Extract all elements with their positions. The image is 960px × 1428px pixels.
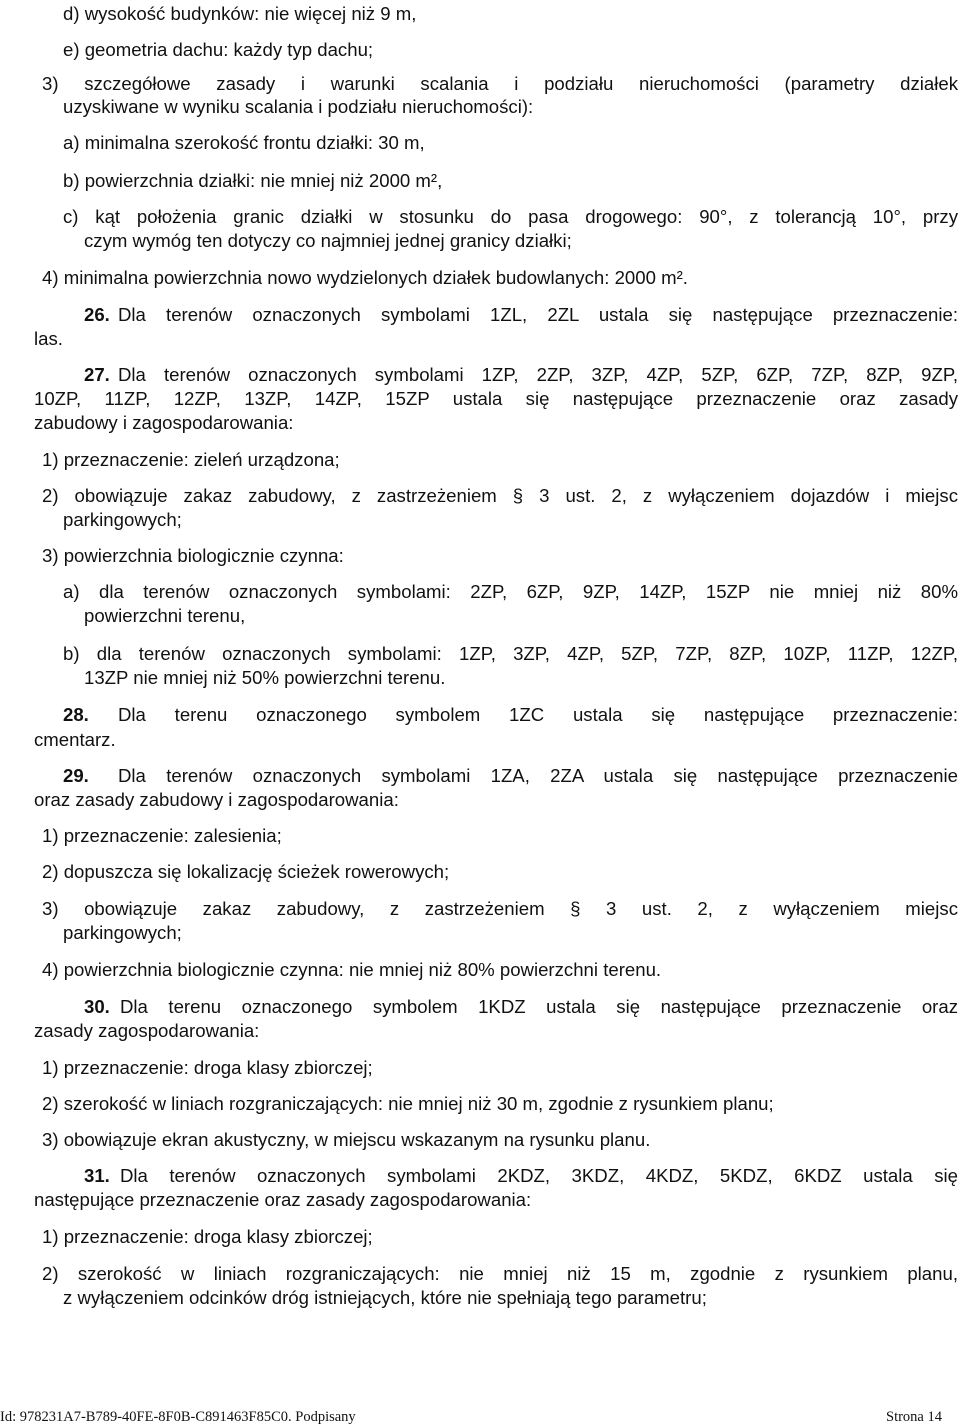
- text-line: zabudowy i zagospodarowania:: [34, 412, 294, 433]
- text-line: 3) obowiązuje ekran akustyczny, w miejscu wskazanym na rysunku planu.: [42, 1129, 651, 1150]
- paragraph-number: 26.: [84, 304, 110, 325]
- page-number: Strona 14: [886, 1409, 942, 1425]
- text-line: 1) przeznaczenie: droga klasy zbiorczej;: [42, 1057, 373, 1078]
- paragraph-number: 28.: [63, 704, 89, 725]
- text-line: 3) szczegółowe zasady i warunki scalania i podziału nieruchomości (parametry działek: [42, 73, 958, 94]
- paragraph-number: 30.: [84, 996, 110, 1017]
- text-line: 4) minimalna powierzchnia nowo wydzielonych działek budowlanych: 2000 m².: [42, 267, 688, 288]
- text-line: 1) przeznaczenie: droga klasy zbiorczej;: [42, 1226, 373, 1247]
- text-line: parkingowych;: [63, 922, 182, 943]
- text-line: 2) szerokość w liniach rozgraniczających: nie mniej niż 30 m, zgodnie z rysunkiem planu;: [42, 1093, 774, 1114]
- paragraph-number: 29.: [63, 765, 89, 786]
- text-line: b) dla terenów oznaczonych symbolami: 1ZP, 3ZP, 4ZP, 5ZP, 7ZP, 8ZP, 10ZP, 11ZP, 12ZP,: [63, 643, 958, 664]
- text-line: cmentarz.: [34, 729, 116, 750]
- text-line: Dla terenów oznaczonych symbolami 2KDZ, 3KDZ, 4KDZ, 5KDZ, 6KDZ ustala się: [120, 1165, 958, 1186]
- page-footer: [0, 1408, 960, 1428]
- text-line: a) minimalna szerokość frontu działki: 30 m,: [63, 132, 425, 153]
- text-line: a) dla terenów oznaczonych symbolami: 2ZP, 6ZP, 9ZP, 14ZP, 15ZP nie mniej niż 80%: [63, 581, 958, 602]
- text-line: czym wymóg ten dotyczy co najmniej jednej granicy działki;: [84, 230, 572, 251]
- text-line: uzyskiwane w wyniku scalania i podziału nieruchomości):: [63, 96, 534, 117]
- text-line: Dla terenów oznaczonych symbolami 1ZA, 2ZA ustala się następujące przeznaczenie: [118, 765, 958, 786]
- text-line: 13ZP nie mniej niż 50% powierzchni terenu.: [84, 667, 446, 688]
- text-line: Dla terenu oznaczonego symbolem 1KDZ ustala się następujące przeznaczenie oraz: [120, 996, 958, 1017]
- paragraph-number: 31.: [84, 1165, 110, 1186]
- text-line: 1) przeznaczenie: zieleń urządzona;: [42, 449, 340, 470]
- text-line: powierzchni terenu,: [84, 605, 246, 626]
- text-line: e) geometria dachu: każdy typ dachu;: [63, 39, 374, 60]
- text-line: następujące przeznaczenie oraz zasady zagospodarowania:: [34, 1189, 532, 1210]
- text-line: Dla terenów oznaczonych symbolami 1ZP, 2ZP, 3ZP, 4ZP, 5ZP, 6ZP, 7ZP, 8ZP, 9ZP,: [118, 364, 958, 385]
- document-id: Id: 978231A7-B789-40FE-8F0B-C891463F85C0. Podpisany: [0, 1409, 356, 1425]
- text-line: las.: [34, 328, 63, 349]
- text-line: 3) powierzchnia biologicznie czynna:: [42, 545, 344, 566]
- text-line: d) wysokość budynków: nie więcej niż 9 m,: [63, 3, 417, 24]
- text-line: zasady zagospodarowania:: [34, 1020, 260, 1041]
- paragraph-number: 27.: [84, 364, 110, 385]
- text-line: 4) powierzchnia biologicznie czynna: nie mniej niż 80% powierzchni terenu.: [42, 959, 662, 980]
- text-line: z wyłączeniem odcinków dróg istniejących, które nie spełniają tego parametru;: [63, 1287, 707, 1308]
- text-line: 10ZP, 11ZP, 12ZP, 13ZP, 14ZP, 15ZP ustala się następujące przeznaczenie oraz zasady: [34, 388, 958, 409]
- text-line: oraz zasady zabudowy i zagospodarowania:: [34, 789, 399, 810]
- text-line: 2) obowiązuje zakaz zabudowy, z zastrzeżeniem § 3 ust. 2, z wyłączeniem dojazdów i miejsc: [42, 485, 958, 506]
- text-line: 1) przeznaczenie: zalesienia;: [42, 825, 282, 846]
- text-line: 2) szerokość w liniach rozgraniczających: nie mniej niż 15 m, zgodnie z rysunkiem planu,: [42, 1263, 958, 1284]
- text-line: b) powierzchnia działki: nie mniej niż 2000 m²,: [63, 170, 443, 191]
- text-line: Dla terenu oznaczonego symbolem 1ZC ustala się następujące przeznaczenie:: [118, 704, 958, 725]
- text-line: parkingowych;: [63, 509, 182, 530]
- text-line: 2) dopuszcza się lokalizację ścieżek rowerowych;: [42, 861, 450, 882]
- text-line: Dla terenów oznaczonych symbolami 1ZL, 2ZL ustala się następujące przeznaczenie:: [118, 304, 958, 325]
- text-line: 3) obowiązuje zakaz zabudowy, z zastrzeżeniem § 3 ust. 2, z wyłączeniem miejsc: [42, 898, 958, 919]
- text-line: c) kąt położenia granic działki w stosunku do pasa drogowego: 90°, z tolerancją 10°, przy: [63, 206, 958, 227]
